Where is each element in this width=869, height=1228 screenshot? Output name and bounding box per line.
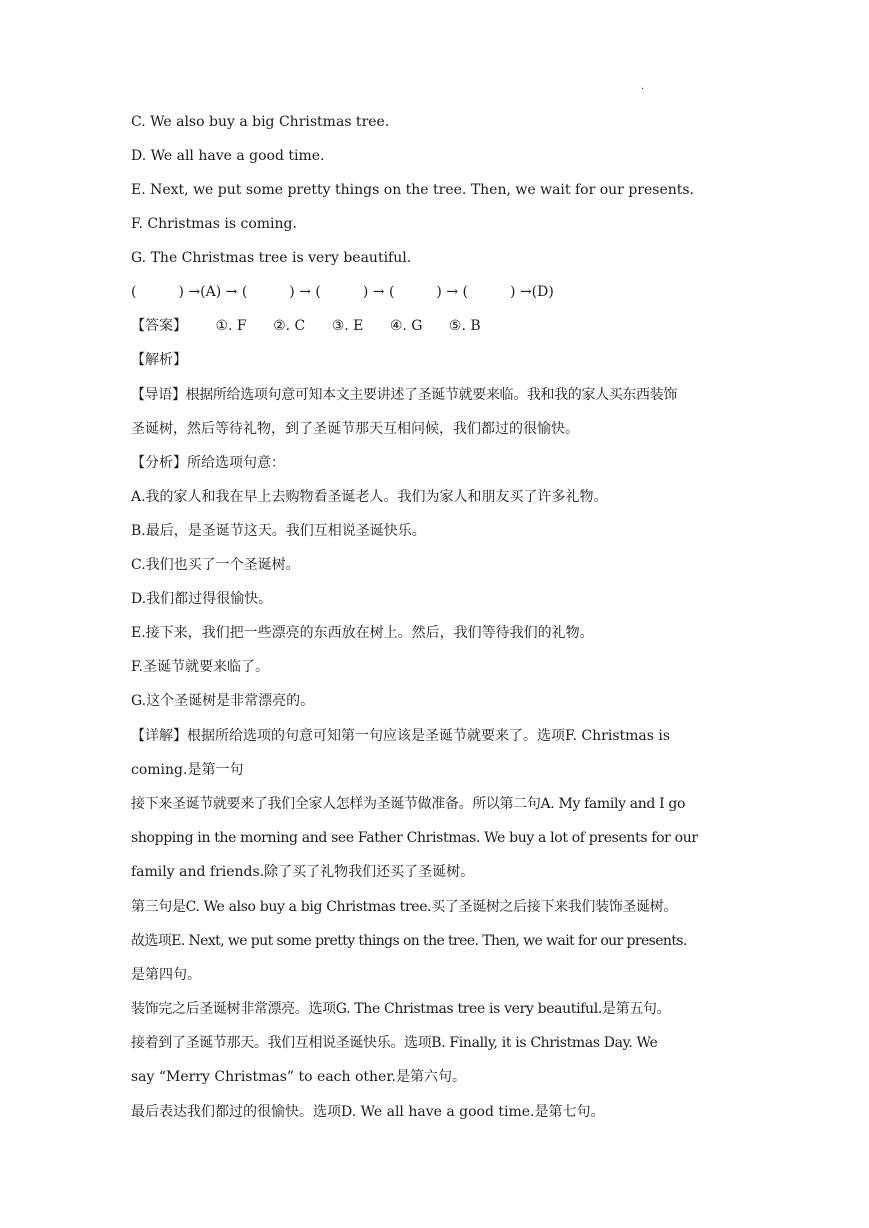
analysis-line: 装饰完之后圣诞树非常漂亮。选项G. The Christmas tree is very beautiful.是第五句。 [131, 1001, 671, 1017]
analysis-line: 是第四句。 [131, 967, 201, 983]
analysis-label: 【解析】 [131, 352, 187, 368]
analysis-line: E.接下来，我们把一些漂亮的东西放在树上。然后，我们等待我们的礼物。 [131, 625, 594, 641]
answer-item: ③. E [331, 318, 364, 334]
analysis-line: 第三句是C. We also buy a big Christmas tree.买了圣诞树之后接下来我们装饰圣诞树。 [131, 899, 677, 915]
arrow-icon: → [446, 284, 459, 300]
answer-item: ⑤. B [448, 318, 481, 334]
arrow-icon: → [519, 284, 532, 300]
sequence-blank: ( ) [462, 284, 516, 300]
sequence-blank: ( ) [241, 284, 295, 300]
sequence-end: (D) [531, 284, 554, 300]
analysis-line: 接下来圣诞节就要来了我们全家人怎样为圣诞节做准备。所以第二句A. My family and I go [131, 796, 686, 812]
analysis-line: A.我的家人和我在早上去购物看圣诞老人。我们为家人和朋友买了许多礼物。 [131, 489, 608, 505]
answer-item: ①. F [215, 318, 247, 334]
analysis-line: 圣诞树，然后等待礼物，到了圣诞节那天互相问候，我们都过的很愉快。 [131, 421, 579, 437]
analysis-line: B.最后，是圣诞节这天。我们互相说圣诞快乐。 [131, 523, 426, 539]
arrow-icon: → [299, 284, 311, 300]
option-g: G. The Christmas tree is very beautiful. [131, 250, 412, 266]
option-f: F. Christmas is coming. [131, 216, 297, 232]
answer-row [131, 318, 741, 334]
sequence-blank: ( ) [315, 284, 369, 300]
sequence-blank: ( ) [131, 284, 184, 300]
analysis-line: F.圣诞节就要来临了。 [131, 659, 269, 675]
option-c: C. We also buy a big Christmas tree. [131, 114, 390, 130]
page-marker: . [641, 81, 645, 92]
analysis-line: coming.是第一句 [131, 762, 244, 778]
analysis-line: 最后表达我们都过的很愉快。选项D. We all have a good time.是第七句。 [131, 1104, 605, 1120]
analysis-line: G.这个圣诞树是非常漂亮的。 [131, 693, 315, 709]
answer-sequence [131, 284, 741, 300]
option-e: E. Next, we put some pretty things on the tree. Then, we wait for our presents. [131, 182, 695, 198]
analysis-line: 接着到了圣诞节那天。我们互相说圣诞快乐。选项B. Finally, it is Christmas Day. We [131, 1035, 658, 1051]
answer-label: 【答案】 [131, 318, 187, 334]
option-d: D. We all have a good time. [131, 148, 325, 164]
analysis-line: 【导语】根据所给选项句意可知本文主要讲述了圣诞节就要来临。我和我的家人买东西装饰 [131, 387, 677, 403]
sequence-start: (A) [200, 284, 222, 300]
analysis-line: shopping in the morning and see Father Christmas. We buy a lot of presents for our [131, 830, 698, 846]
arrow-icon: → [372, 284, 385, 300]
answer-item: ②. C [273, 318, 306, 334]
analysis-line: family and friends.除了买了礼物我们还买了圣诞树。 [131, 864, 475, 880]
analysis-line: 【详解】根据所给选项的句意可知第一句应该是圣诞节就要来了。选项F. Christmas is [131, 728, 671, 744]
analysis-line: say “Merry Christmas” to each other.是第六句。 [131, 1069, 466, 1085]
answer-item: ④. G [389, 318, 423, 334]
analysis-line: D.我们都过得很愉快。 [131, 591, 273, 607]
arrow-icon: → [225, 284, 238, 300]
analysis-line: 【分析】所给选项句意： [131, 455, 285, 471]
arrow-icon: → [188, 284, 201, 300]
analysis-line: C.我们也买了一个圣诞树。 [131, 557, 300, 573]
sequence-blank: ( ) [388, 284, 442, 300]
analysis-line: 故选项E. Next, we put some pretty things on the tree. Then, we wait for our presents. [131, 933, 687, 949]
